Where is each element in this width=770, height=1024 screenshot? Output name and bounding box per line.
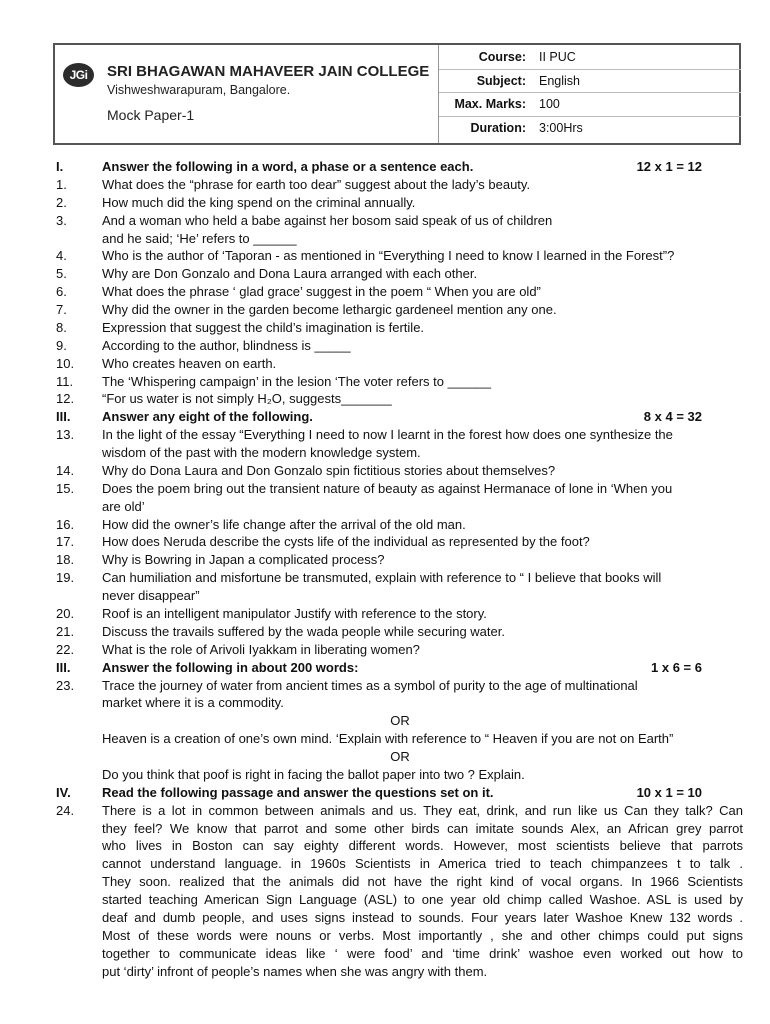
or-separator: OR bbox=[390, 713, 410, 729]
item-number: 16. bbox=[56, 516, 75, 532]
item-text: How does Neruda describe the cysts life of the individual as represented by the foot? bbox=[102, 534, 590, 550]
item-text: And a woman who held a babe against her bosom said speak of us of children bbox=[102, 212, 553, 228]
item-text: Heaven is a creation of one’s own mind. ‘Explain with reference to “ Heaven if you are not on Earth” bbox=[102, 731, 674, 747]
item-number: 20. bbox=[56, 606, 75, 621]
item-number: 4. bbox=[56, 248, 67, 264]
item-text: and he said; ‘He’ refers to ______ bbox=[102, 230, 297, 246]
item-number: 18. bbox=[56, 552, 75, 568]
question-line bbox=[0, 463, 770, 481]
question-line bbox=[0, 499, 770, 517]
item-text: Answer the following in about 200 words: bbox=[102, 659, 359, 675]
item-text: Trace the journey of water from ancient times as a symbol of purity to the age of multinational bbox=[102, 677, 638, 693]
question-line bbox=[0, 946, 770, 964]
item-number: 13. bbox=[56, 427, 75, 443]
item-text: Who is the author of ‘Taporan - as mentioned in “Everything I need to know I learned in the Forest”? bbox=[102, 248, 675, 264]
question-line bbox=[0, 445, 770, 463]
item-text: Expression that suggest the child’s imagination is fertile. bbox=[102, 319, 425, 335]
question-line bbox=[0, 177, 770, 195]
item-text: Does the poem bring out the transient nature of beauty as against Hermanace of lone in ‘When you bbox=[102, 480, 673, 496]
item-text: Read the following passage and answer the questions set on it. bbox=[102, 784, 494, 800]
question-line bbox=[0, 874, 770, 892]
item-number: IV. bbox=[56, 784, 71, 800]
item-number: III. bbox=[56, 659, 71, 675]
question-line bbox=[0, 892, 770, 910]
item-text: How much did the king spend on the criminal annually. bbox=[102, 194, 416, 210]
meta-row bbox=[439, 116, 741, 139]
item-text: started teaching American Sign Language (ASL) to one year old chimp called Washoe. ASL is used by bbox=[102, 892, 743, 908]
section-marks: 1 x 6 = 6 bbox=[651, 659, 702, 675]
question-line bbox=[0, 552, 770, 570]
question-line bbox=[0, 910, 770, 928]
meta-value: II PUC bbox=[539, 50, 576, 64]
item-number: 17. bbox=[56, 534, 75, 550]
question-line bbox=[0, 624, 770, 642]
question-line bbox=[0, 678, 770, 696]
item-number: 15. bbox=[56, 480, 75, 496]
question-line bbox=[0, 856, 770, 874]
question-line bbox=[0, 964, 770, 982]
meta-label: Duration: bbox=[470, 120, 526, 135]
item-number: 2. bbox=[56, 194, 67, 210]
item-number: 22. bbox=[56, 641, 75, 657]
item-number: 19. bbox=[56, 570, 75, 586]
meta-value: 100 bbox=[539, 97, 560, 111]
question-line bbox=[0, 731, 770, 749]
college-logo: JGi bbox=[63, 63, 94, 87]
section-marks: 8 x 4 = 32 bbox=[643, 409, 702, 425]
item-number: 9. bbox=[56, 337, 67, 353]
section-marks: 10 x 1 = 10 bbox=[636, 784, 702, 800]
item-text: According to the author, blindness is _____ bbox=[102, 337, 351, 353]
item-text: market where it is a commodity. bbox=[102, 695, 284, 711]
item-text: The ‘Whispering campaign’ in the lesion ‘The voter refers to ______ bbox=[102, 373, 492, 389]
item-text: Most of these words were nouns or verbs. Most importantly , she and other chimps could put signs bbox=[102, 927, 743, 943]
item-text: There is a lot in common between animals and us. They eat, drink, and run like us Can they talk? Can bbox=[102, 802, 743, 818]
question-line bbox=[0, 320, 770, 338]
item-text: Discuss the travails suffered by the wada people while securing water. bbox=[102, 623, 505, 639]
item-text: How did the owner’s life change after the arrival of the old man. bbox=[102, 516, 466, 532]
item-text: Why did the owner in the garden become lethargic gardeneel mention any one. bbox=[102, 302, 557, 318]
section-heading bbox=[0, 409, 770, 427]
question-line bbox=[0, 928, 770, 946]
college-location: Vishweshwarapuram, Bangalore. bbox=[107, 83, 291, 97]
paper-title: Mock Paper-1 bbox=[107, 107, 195, 123]
item-text: “For us water is not simply H₂O, suggests_______ bbox=[102, 391, 392, 407]
item-text: What does the phrase ‘ glad grace’ suggest in the poem “ When you are old” bbox=[102, 284, 541, 300]
item-text: wisdom of the past with the modern knowledge system. bbox=[102, 445, 421, 461]
item-text: cannot understand language. in 1960s Scientists in America tried to teach chimpanzees t to talk . bbox=[102, 856, 743, 872]
item-number: 6. bbox=[56, 284, 67, 300]
item-number: 8. bbox=[56, 319, 67, 335]
meta-row bbox=[439, 92, 741, 115]
section-heading bbox=[0, 660, 770, 678]
item-text: deaf and dumb people, and uses signs instead to sounds. Four years later Washoe Knew 132 words . bbox=[102, 909, 743, 925]
item-text: put ‘dirty’ infront of people’s names when she was angry with them. bbox=[102, 963, 488, 979]
item-text: Who creates heaven on earth. bbox=[102, 355, 277, 371]
or-separator: OR bbox=[390, 749, 410, 765]
header-left bbox=[55, 45, 439, 143]
question-line bbox=[0, 266, 770, 284]
question-line bbox=[0, 606, 770, 624]
meta-row bbox=[439, 69, 741, 92]
question-line bbox=[0, 803, 770, 821]
question-line bbox=[0, 231, 770, 249]
question-line bbox=[0, 248, 770, 266]
question-line bbox=[0, 713, 770, 731]
meta-label: Max. Marks: bbox=[454, 97, 526, 111]
section-marks: 12 x 1 = 12 bbox=[636, 159, 702, 174]
meta-value: 3:00Hrs bbox=[539, 120, 583, 135]
item-number: I. bbox=[56, 159, 64, 174]
item-number: III. bbox=[56, 409, 71, 425]
question-line bbox=[0, 838, 770, 856]
item-text: Why is Bowring in Japan a complicated process? bbox=[102, 552, 385, 568]
question-line bbox=[0, 356, 770, 374]
item-text: Answer the following in a word, a phase or a sentence each. bbox=[102, 159, 474, 174]
meta-label: Subject: bbox=[476, 73, 526, 88]
item-text: who lives in Boston can say eighty different words. However, most scientists believe that parrots bbox=[102, 838, 743, 854]
item-text: They soon. realized that the animals did not have the right kind of vocal organs. In 1966 Scientists bbox=[102, 874, 743, 890]
item-number: 11. bbox=[56, 373, 74, 389]
section-heading bbox=[0, 159, 770, 177]
meta-value: English bbox=[539, 73, 580, 88]
item-text: they feel? We know that parrot and some other birds can imitate sounds Alex, an African grey parrot bbox=[102, 820, 743, 836]
question-line bbox=[0, 517, 770, 535]
question-line bbox=[0, 302, 770, 320]
item-number: 23. bbox=[56, 677, 75, 693]
header-box bbox=[53, 43, 741, 145]
question-line bbox=[0, 570, 770, 588]
item-number: 24. bbox=[56, 802, 75, 818]
item-text: What is the role of Arivoli Iyakkam in liberating women? bbox=[102, 641, 420, 657]
item-text: What does the “phrase for earth too dear” suggest about the lady’s beauty. bbox=[102, 176, 531, 192]
item-number: 21. bbox=[56, 623, 75, 639]
question-line bbox=[0, 534, 770, 552]
question-line bbox=[0, 588, 770, 606]
item-text: Do you think that poof is right in facing the ballot paper into two ? Explain. bbox=[102, 766, 525, 782]
question-line bbox=[0, 821, 770, 839]
item-number: 1. bbox=[56, 176, 67, 192]
item-text: Roof is an intelligent manipulator Justify with reference to the story. bbox=[102, 606, 487, 621]
item-text: Can humiliation and misfortune be transmuted, explain with reference to “ I believe that books will bbox=[102, 570, 662, 586]
question-line bbox=[0, 481, 770, 499]
meta-row bbox=[439, 45, 741, 68]
item-number: 10. bbox=[56, 355, 75, 371]
item-text: Answer any eight of the following. bbox=[102, 409, 313, 425]
question-line bbox=[0, 338, 770, 356]
item-text: together to communicate ideas like ‘ were food’ and ‘time drink’ washoe even worked out how to bbox=[102, 945, 743, 961]
item-text: never disappear” bbox=[102, 588, 200, 604]
question-line bbox=[0, 767, 770, 785]
meta-label: Course: bbox=[478, 50, 526, 64]
question-line bbox=[0, 391, 770, 409]
question-line bbox=[0, 213, 770, 231]
item-text: Why do Dona Laura and Don Gonzalo spin fictitious stories about themselves? bbox=[102, 462, 556, 478]
question-line bbox=[0, 374, 770, 392]
item-text: In the light of the essay “Everything I need to now I learnt in the forest how does one synthesize the bbox=[102, 427, 673, 443]
question-line bbox=[0, 749, 770, 767]
question-line bbox=[0, 284, 770, 302]
section-heading bbox=[0, 785, 770, 803]
question-line bbox=[0, 642, 770, 660]
question-line bbox=[0, 427, 770, 445]
item-number: 3. bbox=[56, 212, 67, 228]
item-number: 5. bbox=[56, 266, 67, 282]
question-line bbox=[0, 695, 770, 713]
item-text: Why are Don Gonzalo and Dona Laura arranged with each other. bbox=[102, 266, 478, 282]
question-line bbox=[0, 195, 770, 213]
college-name: SRI BHAGAWAN MAHAVEER JAIN COLLEGE bbox=[107, 63, 430, 80]
item-number: 12. bbox=[56, 391, 75, 407]
item-text: are old’ bbox=[102, 498, 145, 514]
item-number: 14. bbox=[56, 462, 75, 478]
item-number: 7. bbox=[56, 302, 67, 318]
